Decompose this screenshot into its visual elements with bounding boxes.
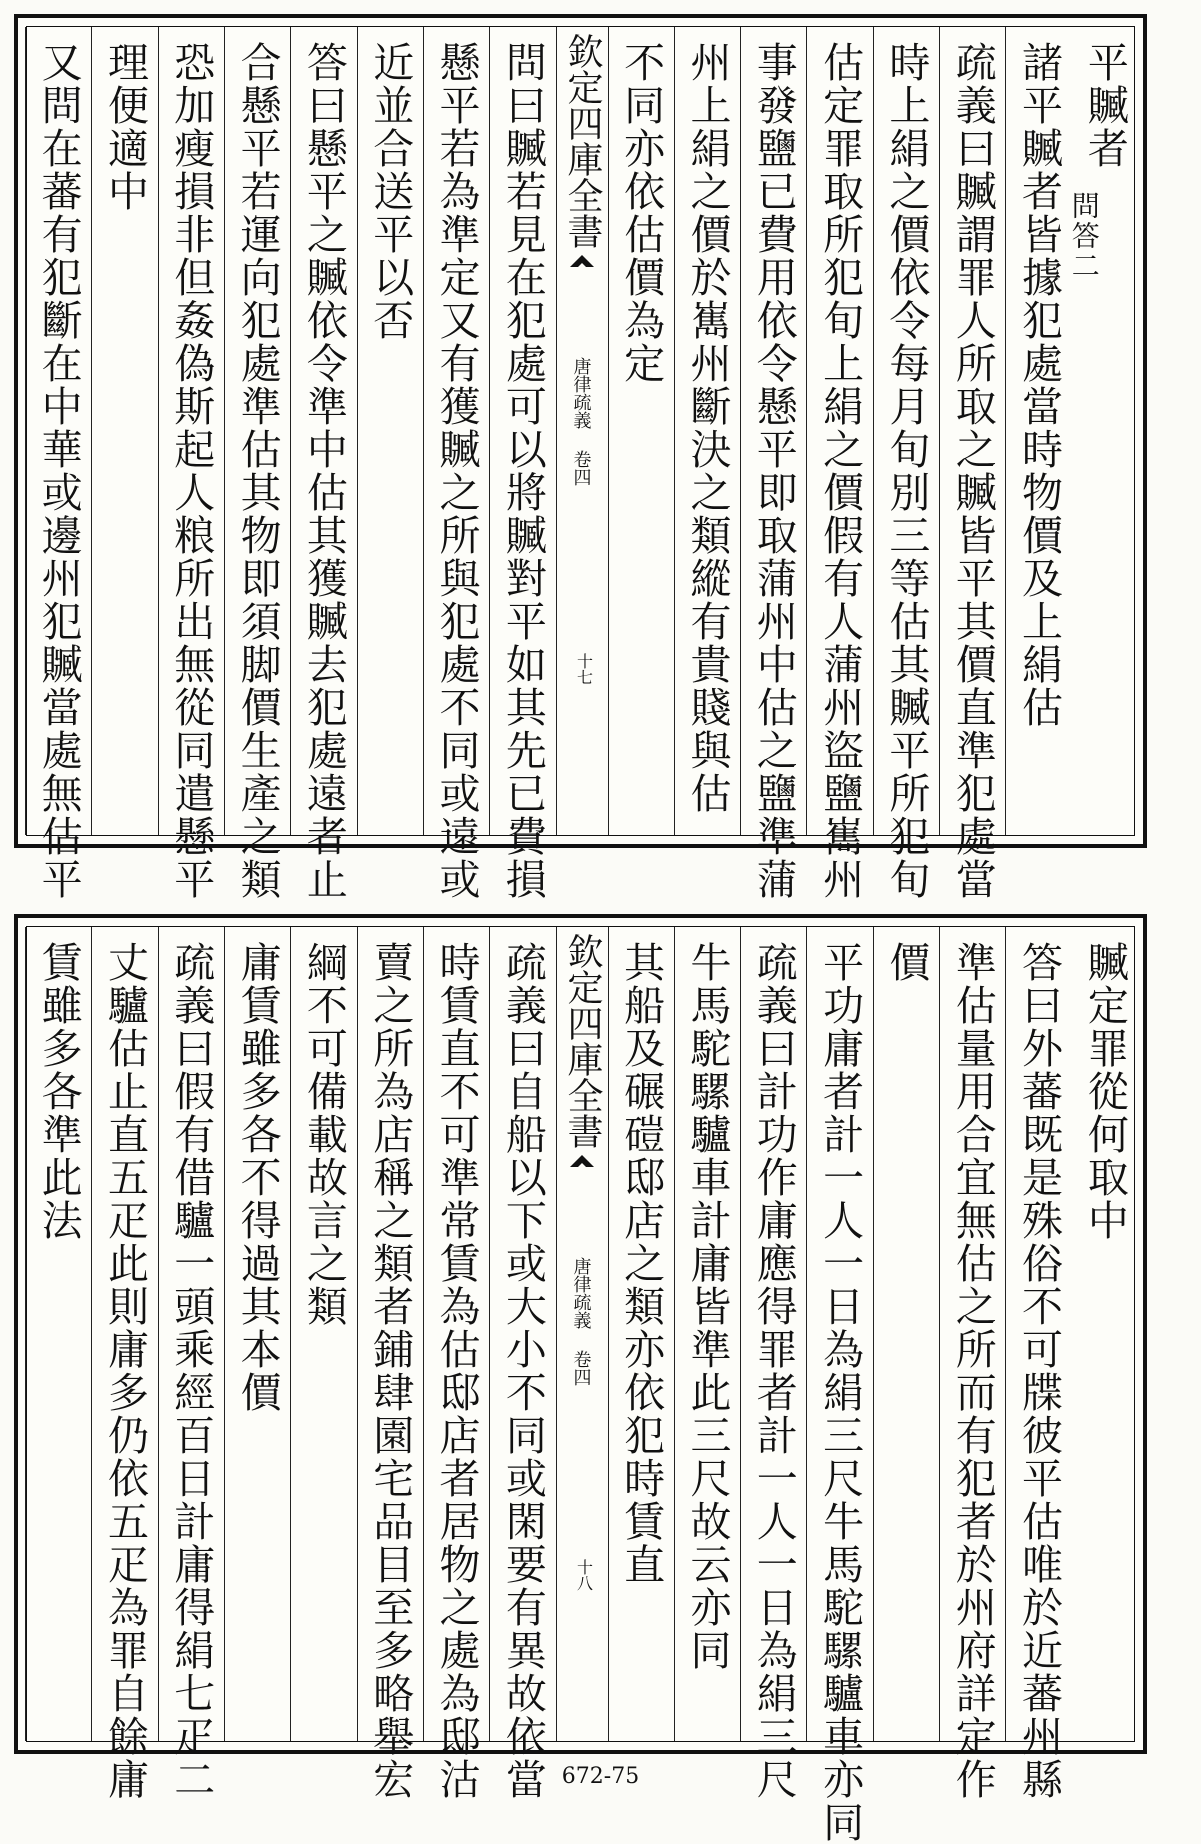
bottom-column [423,927,489,1801]
bottom-column [158,927,224,1801]
upper-page-frame [26,26,1135,901]
column-text: 牛馬駝騾驢車計庸皆準此三尺故云亦同 [683,941,732,1672]
bottom-column [806,927,872,1844]
column-text: 平贓者 [1080,41,1129,170]
spine-subtitle: 唐律疏義 卷四 [570,1257,592,1386]
column-text: 懸平若為準定又有獲贓之所與犯處不同或遠或 [432,41,481,901]
bottom-column [939,927,1005,1801]
spine-title: 欽定四庫全書 [562,933,603,1149]
column-text: 賃雖多各準此法 [34,941,83,1242]
column-text: 疏義曰自船以下或大小不同或閑要有異故依當 [498,941,547,1801]
column-text: 綱不可備載故言之類 [299,941,348,1328]
bottom-column [1072,927,1138,1741]
bottom-column [290,927,356,1741]
top-column [25,27,91,901]
fish-tail-mark-icon [568,255,596,279]
column-text: 問曰贓若見在犯處可以將贓對平如其先已費損 [498,41,547,901]
bottom-column [1005,927,1071,1801]
bottom-column [91,927,157,1801]
column-text: 贓定罪從何取中 [1080,941,1129,1242]
top-column [290,27,356,901]
column-note: 問答二 [1067,191,1101,281]
top-column [357,27,423,835]
folio-number: 十七 [574,653,594,685]
column-text: 賣之所為店稱之類者鋪肆園宅品目至多略舉宏 [366,941,415,1801]
bottom-column [740,927,806,1801]
top-column [873,27,939,901]
column-text: 疏義曰計功作庸應得罪者計一人一日為絹三尺 [749,941,798,1801]
bottom-column [873,927,939,1741]
column-text: 諸平贓者皆據犯處當時物價及上絹估 [1015,41,1064,729]
bottom-column [674,927,740,1741]
column-text: 時上絹之價依令每月旬別三等估其贓平所犯旬 [882,41,931,901]
column-text: 恐加瘦損非但姦偽斯起人粮所出無從同遣懸平 [167,41,216,901]
top-column [1005,27,1071,835]
spine-subtitle: 唐律疏義 卷四 [570,357,592,486]
bottom-column [608,927,674,1741]
top-column [489,27,555,901]
column-text: 時賃直不可準常賃為估邸店者居物之處為邸沽 [432,941,481,1801]
top-column [224,27,290,901]
column-text: 平功庸者計一人一日為絹三尺牛馬駝騾驢車亦同 [816,941,865,1844]
column-text: 合懸平若運向犯處準估其物即須脚價生產之類 [233,41,282,901]
bottom-column [25,927,91,1741]
column-text: 又問在蕃有犯斷在中華或邊州犯贓當處無估平 [34,41,83,901]
top-column [939,27,1005,901]
column-text: 準估量用合宜無估之所而有犯者於州府詳定作 [948,941,997,1801]
column-text: 不同亦依估價為定 [617,41,666,385]
column-text: 理便適中 [100,41,149,213]
column-text: 庸賃雖多各不得過其本價 [233,941,282,1414]
column-text: 丈驢估止直五疋此則庸多仍依五疋為罪自餘庸 [100,941,149,1801]
column-text: 答曰外蕃既是殊俗不可牒彼平估唯於近蕃州縣 [1015,941,1064,1801]
top-column [158,27,224,901]
spine-title: 欽定四庫全書 [562,33,603,249]
column-text: 其船及碾磑邸店之類亦依犯時賃直 [617,941,666,1586]
column-text: 州上絹之價於嶲州斷決之類縱有貴賤與估 [683,41,732,815]
column-text: 疏義曰假有借驢一頭乘經百日計庸得絹七疋二 [167,941,216,1801]
top-column [608,27,674,835]
spine-margin [556,27,608,835]
column-text: 估定罪取所犯旬上絹之價假有人蒲州盜鹽嶲州 [816,41,865,901]
column-text: 疏義曰贓謂罪人所取之贓皆平其價直準犯處當 [948,41,997,901]
spine-margin [556,927,608,1741]
bottom-column [489,927,555,1801]
top-column [674,27,740,835]
bottom-column [224,927,290,1741]
page-number: 672-75 [561,1764,640,1789]
top-column [1067,27,1138,835]
top-column [91,27,157,835]
column-text: 答曰懸平之贓依令準中估其獲贓去犯處遠者止 [299,41,348,901]
bottom-column [357,927,423,1801]
column-text: 價 [882,941,931,984]
top-column [423,27,489,901]
top-column [740,27,806,901]
folio-number: 十八 [574,1559,594,1591]
column-text: 事發鹽已費用依令懸平即取蒲州中估之鹽準蒲 [749,41,798,901]
fish-tail-mark-icon [568,1155,596,1179]
column-text: 近並合送平以否 [366,41,415,342]
top-column [806,27,872,901]
upper-page [14,14,1147,901]
